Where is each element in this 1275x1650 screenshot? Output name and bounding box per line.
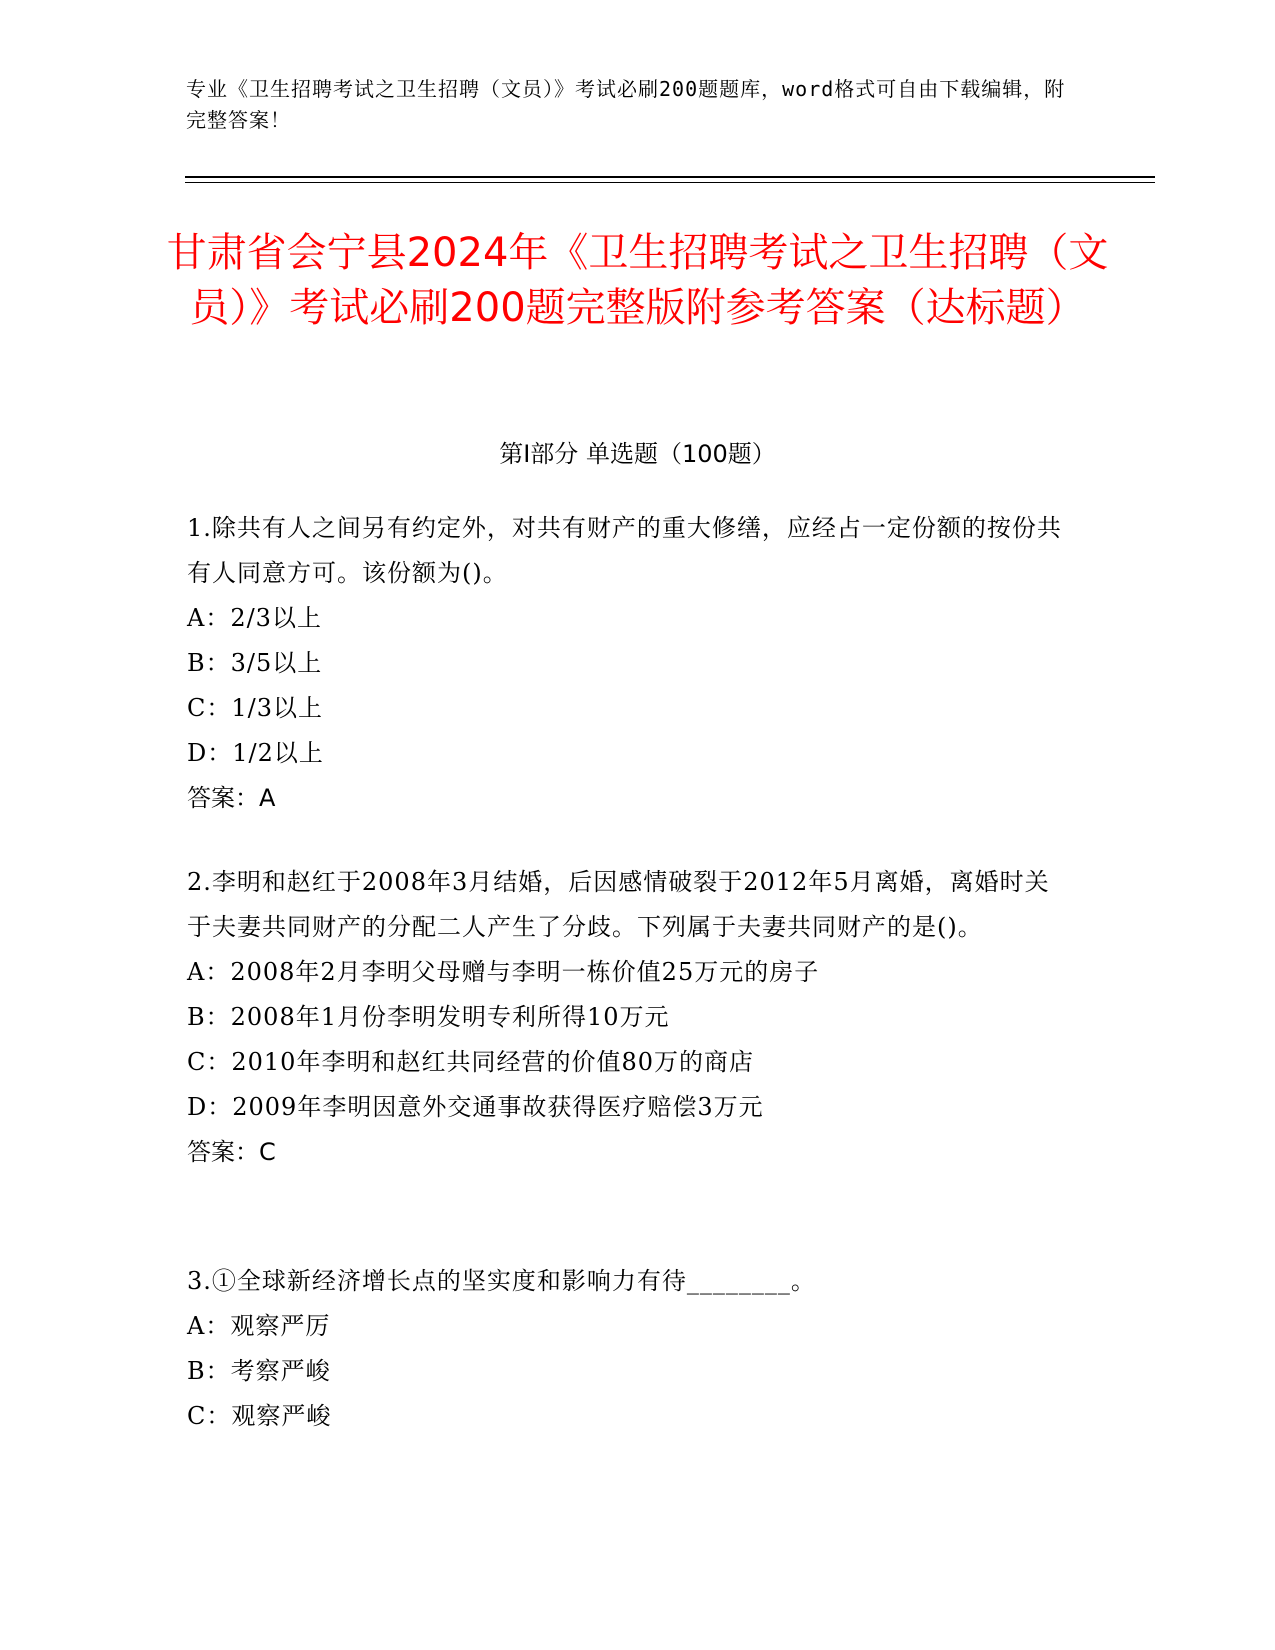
- option-b: B：考察严峻: [187, 1357, 331, 1385]
- question-stem: 1.除共有人之间另有约定外，对共有财产的重大修缮，应经占一定份额的按份共有人同意方可。该份额为()。: [187, 514, 1062, 587]
- answer: 答案：A: [187, 784, 276, 812]
- section-heading: 第Ⅰ部分 单选题（100题）: [499, 440, 776, 468]
- question-stem: 2.李明和赵红于2008年3月结婚，后因感情破裂于2012年5月离婚，离婚时关于夫妻共同财产的分配二人产生了分歧。下列属于夫妻共同财产的是()。: [187, 868, 1050, 941]
- question-2: [187, 860, 1067, 1175]
- option-c: C：观察严峻: [187, 1402, 332, 1430]
- option-d: D：2009年李明因意外交通事故获得医疗赔偿3万元: [187, 1093, 764, 1121]
- option-a: A：2/3以上: [187, 604, 322, 632]
- option-d: D：1/2以上: [187, 739, 324, 767]
- option-b: B：2008年1月份李明发明专利所得10万元: [187, 1003, 670, 1031]
- document-title: 甘肃省会宁县2024年《卫生招聘考试之卫生招聘（文员）》考试必刷200题完整版附参考答案（达标题）: [166, 230, 1109, 331]
- header-divider-thin: [185, 182, 1155, 183]
- header-note: 专业《卫生招聘考试之卫生招聘（文员）》考试必刷200题题库，word格式可自由下载编辑，附完整答案！: [186, 77, 1066, 132]
- question-3: [187, 1259, 1067, 1439]
- option-a: A：观察严厉: [187, 1312, 331, 1340]
- question-stem: 3.①全球新经济增长点的坚实度和影响力有待________。: [187, 1267, 816, 1295]
- option-b: B：3/5以上: [187, 649, 323, 677]
- header-divider-thick: [185, 176, 1155, 178]
- answer: 答案：C: [187, 1138, 276, 1166]
- option-c: C：2010年李明和赵红共同经营的价值80万的商店: [187, 1048, 754, 1076]
- option-c: C：1/3以上: [187, 694, 323, 722]
- option-a: A：2008年2月李明父母赠与李明一栋价值25万元的房子: [187, 958, 820, 986]
- question-1: [187, 506, 1067, 821]
